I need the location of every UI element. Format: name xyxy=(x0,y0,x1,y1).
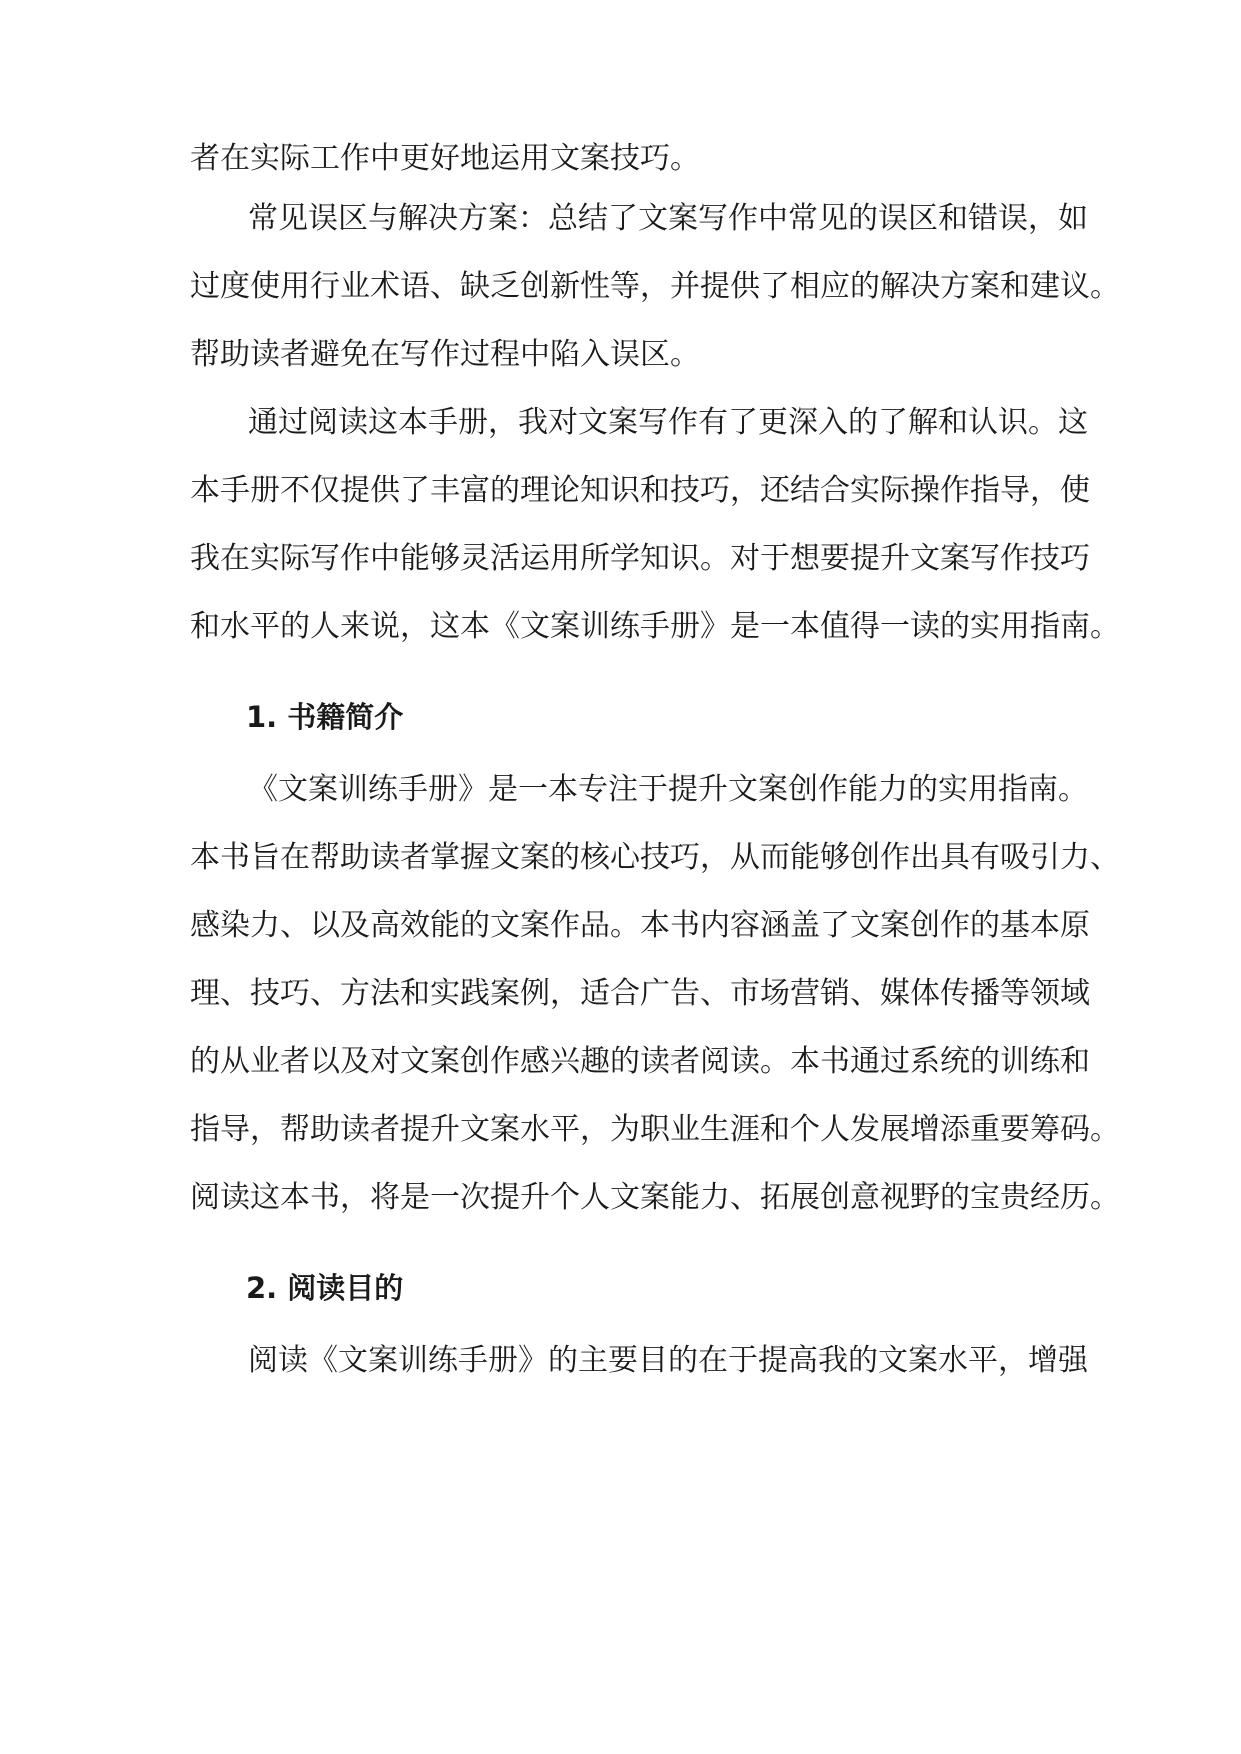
section-heading: 1. 书籍简介 xyxy=(246,700,404,734)
paragraph-line: 本手册不仅提供了丰富的理论知识和技巧，还结合实际操作指导，使 xyxy=(190,473,1090,508)
section-heading: 2. 阅读目的 xyxy=(246,1271,404,1305)
paragraph-line: 通过阅读这本手册，我对文案写作有了更深入的了解和认识。这 xyxy=(248,405,1088,440)
paragraph-line: 《文案训练手册》是一本专注于提升文案创作能力的实用指南。 xyxy=(248,772,1088,807)
paragraph-line: 本书旨在帮助读者掌握文案的核心技巧，从而能够创作出具有吸引力、 xyxy=(190,840,1120,875)
paragraph-line: 感染力、以及高效能的文案作品。本书内容涵盖了文案创作的基本原 xyxy=(190,908,1090,943)
paragraph-line: 者在实际工作中更好地运用文案技巧。 xyxy=(190,141,700,176)
paragraph-line: 帮助读者避免在写作过程中陷入误区。 xyxy=(190,337,700,372)
paragraph-line: 我在实际写作中能够灵活运用所学知识。对于想要提升文案写作技巧 xyxy=(190,541,1090,576)
paragraph-line: 阅读这本书，将是一次提升个人文案能力、拓展创意视野的宝贵经历。 xyxy=(190,1180,1120,1215)
paragraph-line: 过度使用行业术语、缺乏创新性等，并提供了相应的解决方案和建议。 xyxy=(190,269,1120,304)
paragraph-line: 常见误区与解决方案：总结了文案写作中常见的误区和错误，如 xyxy=(248,201,1088,236)
paragraph-line: 指导，帮助读者提升文案水平，为职业生涯和个人发展增添重要筹码。 xyxy=(190,1112,1120,1147)
paragraph-line: 阅读《文案训练手册》的主要目的在于提高我的文案水平，增强 xyxy=(248,1343,1088,1378)
paragraph-line: 理、技巧、方法和实践案例，适合广告、市场营销、媒体传播等领域 xyxy=(190,976,1090,1011)
paragraph-line: 和水平的人来说，这本《文案训练手册》是一本值得一读的实用指南。 xyxy=(190,609,1120,644)
paragraph-line: 的从业者以及对文案创作感兴趣的读者阅读。本书通过系统的训练和 xyxy=(190,1044,1090,1079)
